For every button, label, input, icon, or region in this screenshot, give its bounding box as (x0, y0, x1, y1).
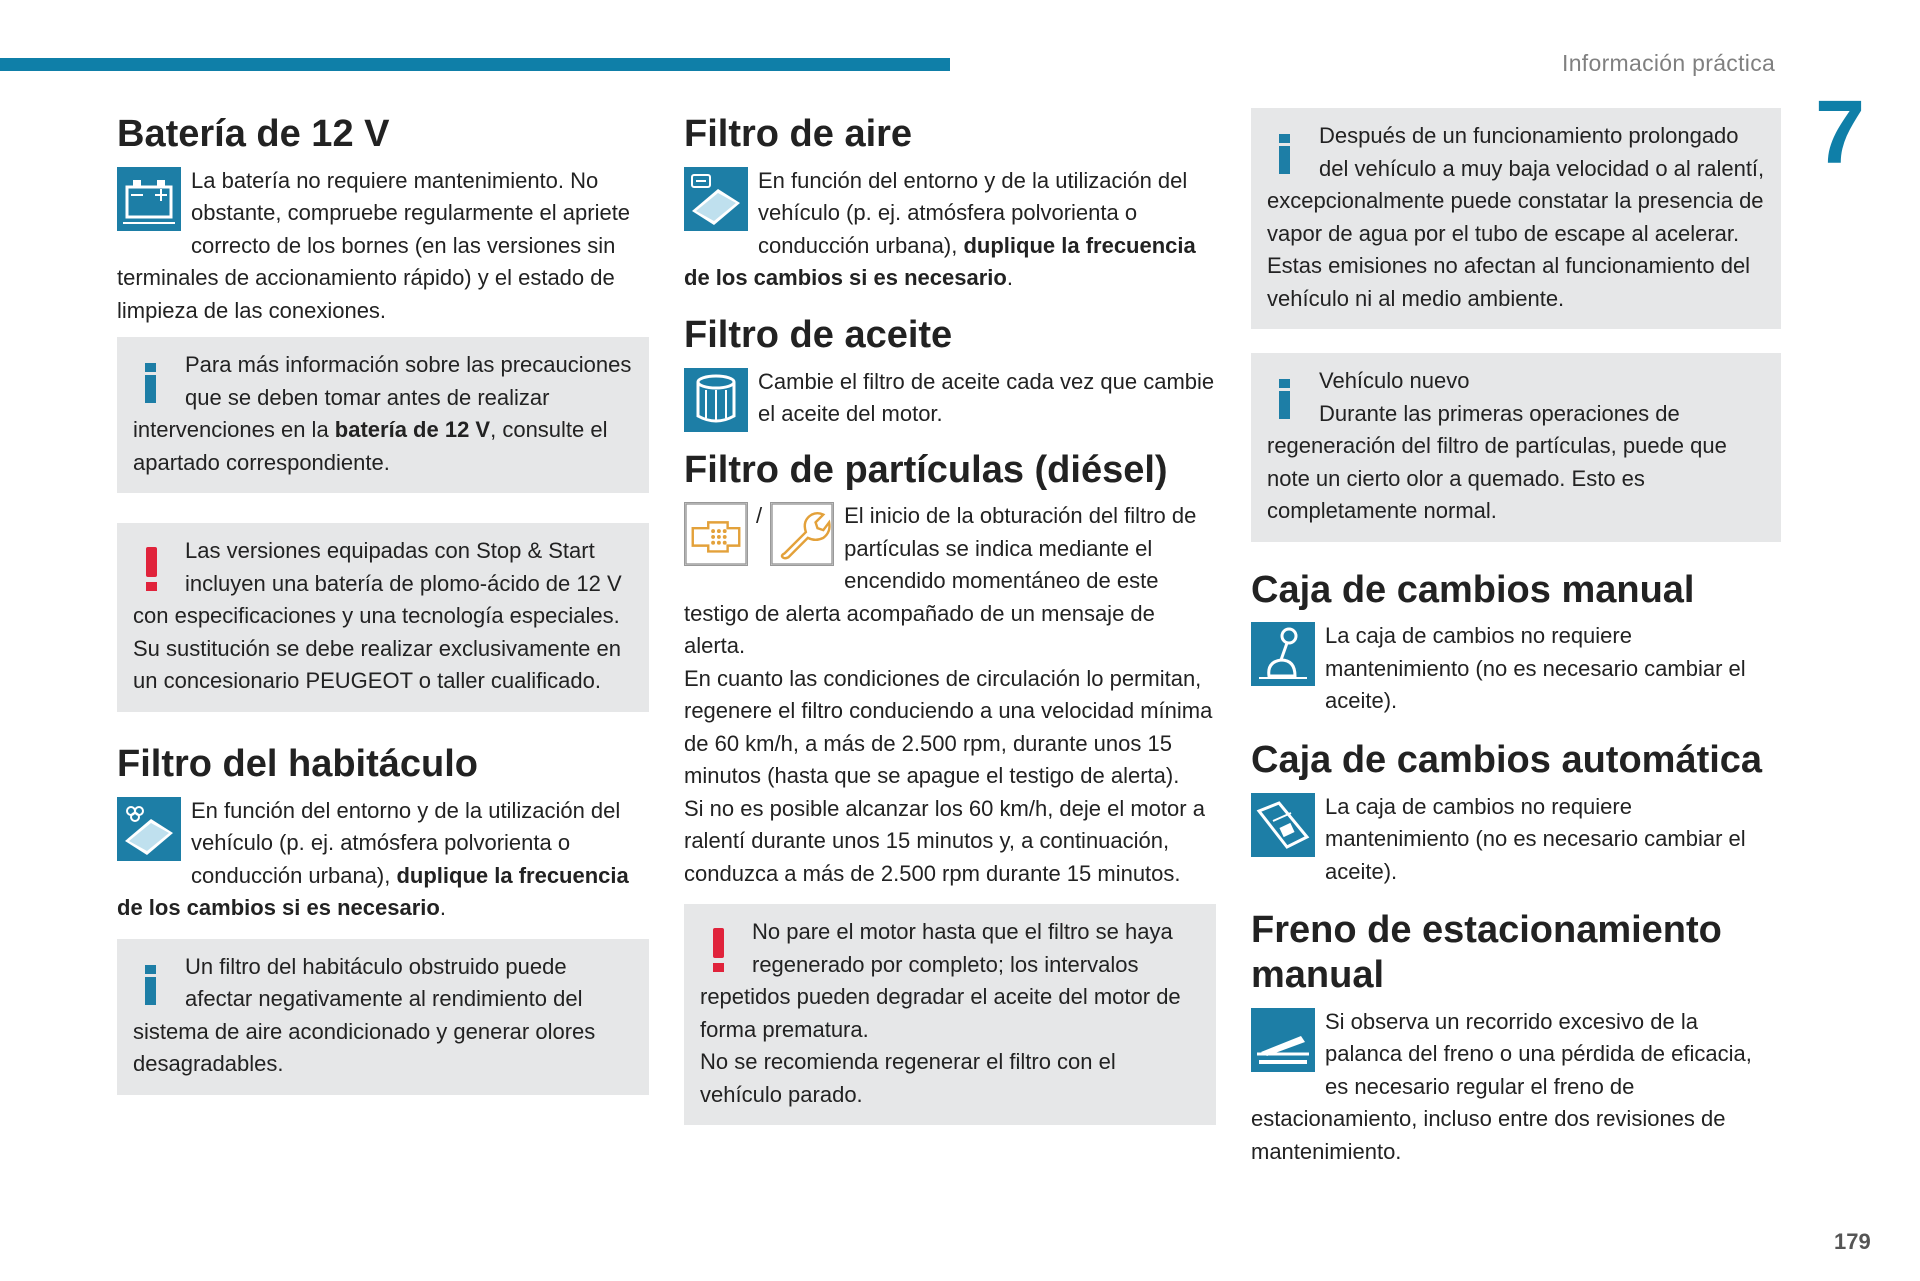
info-box-bateria (117, 337, 649, 493)
heading-freno: Freno de estacionamiento manual (1251, 909, 1722, 996)
manual-text: La caja de cambios no requiere mantenimiento (no es necesario cambiar el aceite). (1325, 623, 1746, 714)
info-icon (1267, 365, 1305, 423)
heading-aire: Filtro de aire (684, 113, 913, 155)
habitaculo-text-end: . (439, 895, 446, 921)
info-title: Vehículo nuevo (1319, 368, 1470, 393)
info-box-vapor (1251, 108, 1781, 329)
heading-particulas: Filtro de partículas (diésel) (684, 448, 1168, 491)
oil-filter-icon (684, 368, 748, 432)
warning-text-2: No se recomienda regenerar el filtro con el vehículo parado. (700, 1049, 1116, 1107)
page-number: 179 (1834, 1229, 1871, 1254)
aire-bold: duplique la frecuencia de los cambios si es necesario (684, 232, 1196, 291)
aceite-text: Cambie el filtro de aceite cada vez que cambie el aceite del motor. (758, 368, 1215, 427)
info-text: Un filtro del habitáculo obstruido puede afectar negativamente al rendimiento del sistema de aire acondicionado y generar olores desagradables. (133, 953, 596, 1077)
info-box-vehiculo-nuevo (1251, 353, 1781, 542)
habitaculo-bold: duplique la frecuencia de los cambios si es necesario (117, 862, 629, 921)
warning-box-bateria (117, 523, 649, 712)
aire-text-end: . (1006, 265, 1013, 291)
air-filter-icon (684, 167, 748, 231)
manual-gearbox-icon (1251, 622, 1315, 686)
heading-bateria: Batería de 12 V (117, 113, 390, 155)
column-middle (684, 112, 1216, 1125)
info-icon (1267, 120, 1305, 178)
cabin-filter-icon (117, 797, 181, 861)
particulas-text-2: En cuanto las condiciones de circulación lo permitan, regenere el filtro conduciendo a una velocidad mínima de 60 km/h, a más de 2.500 rpm, durante unos 15 minutos (hasta que se apague el testigo de alerta). (684, 665, 1213, 789)
parking-brake-icon (1251, 1008, 1315, 1072)
warning-icon (133, 535, 171, 597)
section-title: Información práctica (1562, 50, 1776, 76)
bateria-text: La batería no requiere mantenimiento. No obstante, compruebe regularmente el apriete correcto de los bornes (en las versiones sin terminales de accionamiento rápido) y el estado de limpieza de las conexiones. (117, 167, 631, 323)
icon-separator: / (756, 503, 763, 529)
info-bold: batería de 12 V (334, 417, 491, 443)
heading-caja-manual: Caja de cambios manual (1251, 568, 1695, 611)
heading-habitaculo: Filtro del habitáculo (117, 742, 479, 785)
battery-icon (117, 167, 181, 231)
service-wrench-icon (770, 502, 834, 566)
heading-aceite: Filtro de aceite (684, 313, 953, 356)
column-right (1251, 108, 1781, 1168)
particulas-text-3: Si no es posible alcanzar los 60 km/h, deje el motor a ralentí durante unos 15 minutos y, a continuación, conduzca a más de 2.500 rpm durante 15 minutos. (684, 795, 1205, 886)
info-text: Después de un funcionamiento prolongado del vehículo a muy baja velocidad o al ralentí, excepcionalmente puede constatar la presencia de vapor de agua por el tubo de escape al acelerar. Estas emisiones no afectan al funcionamiento del vehículo ni al medio ambiente. (1267, 123, 1765, 311)
heading-caja-automatica: Caja de cambios automática (1251, 738, 1763, 781)
warning-icon (700, 916, 738, 978)
chapter-number: 7 (1815, 83, 1866, 183)
warning-text: No pare el motor hasta que el filtro se haya regenerado por completo; los intervalos repetidos pueden degradar el aceite del motor de forma prematura. (700, 919, 1181, 1042)
warning-text-2: Su sustitución se debe realizar exclusivamente en un concesionario PEUGEOT o taller cualificado. (133, 635, 621, 694)
freno-text: Si observa un recorrido excesivo de la palanca del freno o una pérdida de eficacia, es necesario regular el freno de estacionamiento, incluso entre dos revisiones de mantenimiento. (1251, 1008, 1752, 1164)
info-box-habitaculo (117, 939, 649, 1095)
automatica-text: La caja de cambios no requiere mantenimiento (no es necesario cambiar el aceite). (1325, 793, 1746, 884)
header-accent-bar (0, 58, 950, 71)
info-icon (133, 349, 171, 407)
info-icon (133, 951, 171, 1009)
column-left (117, 112, 649, 1095)
info-text: Durante las primeras operaciones de regeneración del filtro de partículas, puede que note un cierto olor a quemado. Esto es completamente normal. (1267, 400, 1727, 523)
particulas-text-1: El inicio de la obturación del filtro de partículas se indica mediante el encendido momentáneo de este testigo de alerta acompañado de un mensaje de alerta. (684, 503, 1197, 659)
particle-filter-warning-icon (684, 502, 748, 566)
aire-text: En función del entorno y de la utilización del vehículo (p. ej. atmósfera polvorienta o conducción urbana), (758, 167, 1188, 258)
warning-box-particulas (684, 904, 1216, 1125)
info-text-end: , consulte el apartado correspondiente. (133, 417, 608, 475)
info-text: Para más información sobre las precauciones que se deben tomar antes de realizar intervenciones en la (133, 352, 632, 443)
habitaculo-text: En función del entorno y de la utilización del vehículo (p. ej. atmósfera polvorienta o conducción urbana), (191, 797, 621, 888)
warning-text: Las versiones equipadas con Stop & Start incluyen una batería de plomo-ácido de 12 V con especificaciones y una tecnología especiales. (133, 538, 622, 629)
automatic-gearbox-icon (1251, 793, 1315, 857)
